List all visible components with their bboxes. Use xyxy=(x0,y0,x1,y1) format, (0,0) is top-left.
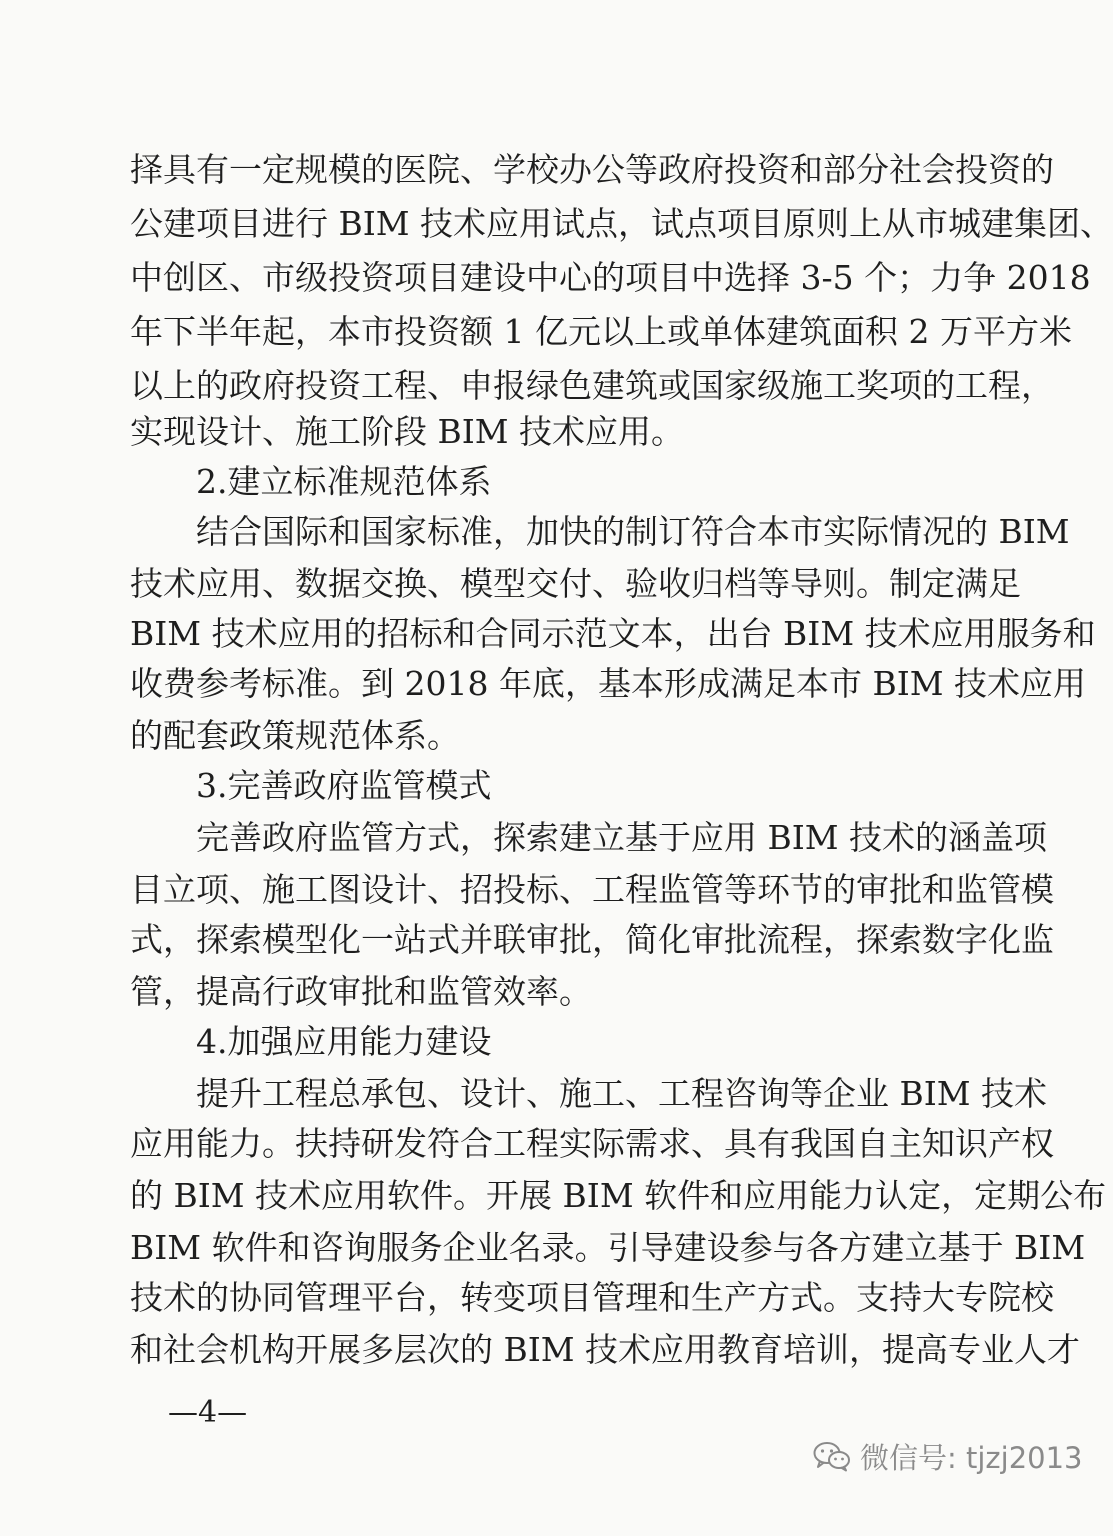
body-text-line: 公建项目进行 BIM 技术应用试点，试点项目原则上从市城建集团、 xyxy=(130,204,1113,243)
section-heading: 4.加强应用能力建设 xyxy=(196,1022,492,1061)
body-text-line: 结合国际和国家标准，加快的制订符合本市实际情况的 BIM xyxy=(196,512,1070,551)
body-text-line: 的配套政策规范体系。 xyxy=(130,716,460,755)
body-text-line: BIM 技术应用的招标和合同示范文本，出台 BIM 技术应用服务和 xyxy=(130,614,1096,653)
body-text-line: 完善政府监管方式，探索建立基于应用 BIM 技术的涵盖项 xyxy=(196,818,1048,857)
body-text-line: 的 BIM 技术应用软件。开展 BIM 软件和应用能力认定，定期公布 xyxy=(130,1176,1107,1215)
section-heading: 3.完善政府监管模式 xyxy=(196,766,492,805)
body-text-line: 技术应用、数据交换、模型交付、验收归档等导则。制定满足 xyxy=(130,564,1021,603)
section-heading: 2.建立标准规范体系 xyxy=(196,462,492,501)
watermark-text: 微信号: tjzj2013 xyxy=(860,1440,1083,1475)
body-text-line: 实现设计、施工阶段 BIM 技术应用。 xyxy=(130,412,685,451)
body-text-line: 年下半年起，本市投资额 1 亿元以上或单体建筑面积 2 万平方米 xyxy=(130,312,1072,351)
body-text-line: 和社会机构开展多层次的 BIM 技术应用教育培训，提高专业人才 xyxy=(130,1330,1081,1369)
body-text-line: 以上的政府投资工程、申报绿色建筑或国家级施工奖项的工程， xyxy=(130,366,1054,405)
body-text-line: 应用能力。扶持研发符合工程实际需求、具有我国自主知识产权 xyxy=(130,1124,1054,1163)
body-text-line: 式，探索模型化一站式并联审批，简化审批流程，探索数字化监 xyxy=(130,920,1054,959)
body-text-line: 收费参考标准。到 2018 年底，基本形成满足本市 BIM 技术应用 xyxy=(130,664,1087,703)
body-text-line: 中创区、市级投资项目建设中心的项目中选择 3-5 个；力争 2018 xyxy=(130,258,1091,297)
body-text-line: 择具有一定规模的医院、学校办公等政府投资和部分社会投资的 xyxy=(130,150,1054,189)
wechat-icon xyxy=(812,1440,852,1472)
body-text-line: 技术的协同管理平台，转变项目管理和生产方式。支持大专院校 xyxy=(130,1278,1054,1317)
body-text-line: 目立项、施工图设计、招投标、工程监管等环节的审批和监管模 xyxy=(130,870,1054,909)
page-number: —4— xyxy=(168,1395,248,1430)
body-text-line: 提升工程总承包、设计、施工、工程咨询等企业 BIM 技术 xyxy=(196,1074,1048,1113)
body-text-line: 管，提高行政审批和监管效率。 xyxy=(130,972,592,1011)
body-text-line: BIM 软件和咨询服务企业名录。引导建设参与各方建立基于 BIM xyxy=(130,1228,1086,1267)
watermark xyxy=(812,1434,1083,1478)
